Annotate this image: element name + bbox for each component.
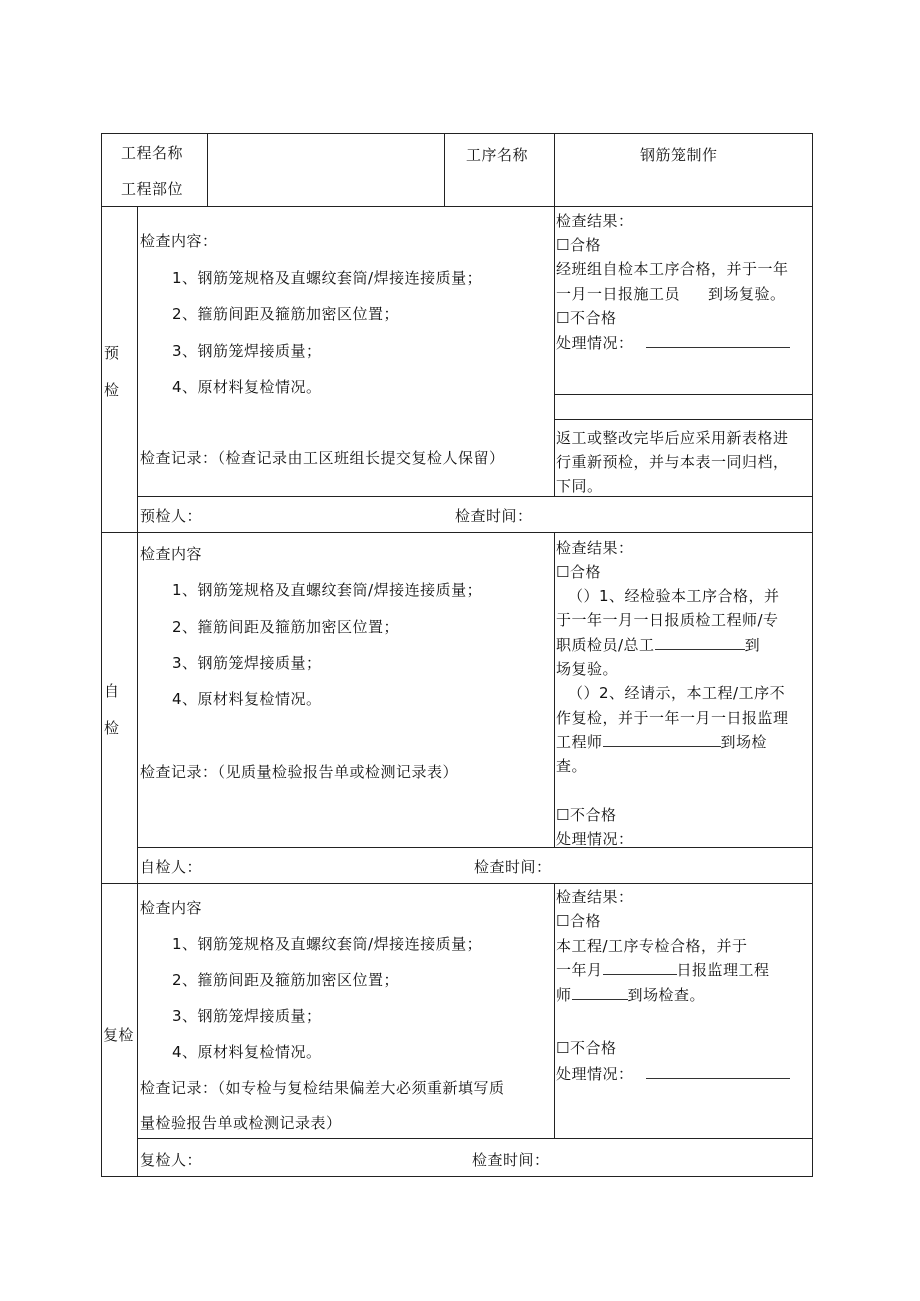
selfcheck-item-2: 2、箍筋间距及箍筋加密区位置； bbox=[172, 618, 400, 636]
pass-label: 合格 bbox=[569, 236, 601, 254]
header-divider-3 bbox=[554, 133, 555, 207]
precheck-time-label: 检查时间： bbox=[455, 507, 533, 525]
selfcheck-section-label-1: 自 bbox=[104, 682, 120, 700]
selfcheck-opt2-line-3b: 到场检 bbox=[720, 733, 768, 751]
pass-label: 合格 bbox=[569, 912, 601, 930]
table-border-bottom bbox=[101, 1176, 813, 1177]
precheck-pass-option[interactable] bbox=[556, 235, 601, 255]
header-bottom-line bbox=[101, 206, 813, 207]
selfcheck-bottom-line bbox=[101, 883, 813, 884]
precheck-result-title: 检查结果： bbox=[556, 212, 634, 230]
checkbox-icon[interactable]: ☐ bbox=[556, 806, 570, 824]
header-divider-1 bbox=[207, 133, 208, 207]
recheck-item-3: 3、钢筋笼焊接质量； bbox=[172, 1007, 322, 1025]
precheck-inspector-label: 预检人： bbox=[140, 507, 203, 525]
selfcheck-time-label: 检查时间： bbox=[474, 858, 552, 876]
recheck-time-label: 检查时间： bbox=[472, 1151, 550, 1169]
recheck-pass-text-3 bbox=[556, 985, 705, 1005]
fail-label: 不合格 bbox=[569, 1039, 617, 1057]
precheck-content-divider bbox=[554, 206, 555, 496]
recheck-record-1: 检查记录：（如专检与复检结果偏差大必须重新填写质 bbox=[140, 1079, 505, 1097]
pass-label: 合格 bbox=[569, 563, 601, 581]
recheck-pass-text-3a: 师 bbox=[556, 986, 572, 1004]
project-part-label: 工程部位 bbox=[121, 180, 184, 198]
selfcheck-fail-option[interactable] bbox=[556, 805, 616, 825]
recheck-pass-text-1: 本工程/工序专检合格，并于 bbox=[556, 937, 748, 955]
checkbox-icon[interactable]: ☐ bbox=[556, 563, 570, 581]
precheck-handling bbox=[556, 333, 790, 353]
handling-label: 处理情况： bbox=[556, 1065, 634, 1083]
selfcheck-pass-option[interactable] bbox=[556, 562, 601, 582]
recheck-inspector-label: 复检人： bbox=[140, 1151, 203, 1169]
selfcheck-opt2-line-3 bbox=[556, 732, 767, 752]
opt2-blank[interactable] bbox=[603, 732, 721, 747]
precheck-pass-text-2b: 到场复验。 bbox=[708, 285, 786, 303]
selfcheck-handling-label: 处理情况： bbox=[556, 830, 634, 848]
recheck-fail-option[interactable] bbox=[556, 1038, 616, 1058]
precheck-item-4: 4、原材料复检情况。 bbox=[172, 378, 322, 396]
label-column-divider bbox=[137, 206, 138, 1177]
checkbox-icon[interactable]: ☐ bbox=[556, 309, 570, 327]
selfcheck-opt1-line-4: 场复验。 bbox=[556, 660, 619, 678]
precheck-record: 检查记录：（检查记录由工区班组长提交复检人保留） bbox=[140, 449, 505, 467]
checkbox-icon[interactable]: ☐ bbox=[556, 1039, 570, 1057]
selfcheck-opt1-line-3a: 职质检员/总工 bbox=[556, 636, 655, 654]
recheck-blank-1[interactable] bbox=[603, 960, 677, 975]
precheck-pass-text-2 bbox=[556, 284, 786, 304]
selfcheck-opt1-line-3b: 到 bbox=[744, 636, 761, 654]
table-border-right bbox=[812, 133, 813, 1177]
recheck-inspector-line bbox=[137, 1138, 813, 1139]
precheck-item-1: 1、钢筋笼规格及直螺纹套筒/焊接连接质量； bbox=[172, 269, 483, 287]
checkbox-icon[interactable]: ☐ bbox=[556, 912, 570, 930]
selfcheck-opt2-line-1[interactable]: （）2、经请示，本工程/工序不 bbox=[568, 684, 786, 702]
selfcheck-item-4: 4、原材料复检情况。 bbox=[172, 690, 322, 708]
table-border-left bbox=[101, 133, 102, 1177]
recheck-blank-2[interactable] bbox=[572, 985, 628, 1000]
selfcheck-content-divider bbox=[554, 532, 555, 848]
selfcheck-item-3: 3、钢筋笼焊接质量； bbox=[172, 654, 322, 672]
selfcheck-item-1: 1、钢筋笼规格及直螺纹套筒/焊接连接质量； bbox=[172, 581, 483, 599]
recheck-content-title: 检查内容 bbox=[140, 899, 203, 917]
fail-label: 不合格 bbox=[569, 806, 617, 824]
selfcheck-record: 检查记录：（见质量检验报告单或检测记录表） bbox=[140, 763, 459, 781]
handling-blank[interactable] bbox=[646, 1064, 790, 1079]
precheck-pass-text-1: 经班组自检本工序合格，并于一年 bbox=[556, 260, 789, 278]
precheck-fail-option[interactable] bbox=[556, 308, 616, 328]
selfcheck-opt2-line-3a: 工程师 bbox=[556, 733, 603, 751]
fail-label: 不合格 bbox=[569, 309, 617, 327]
recheck-record-2: 量检验报告单或检测记录表） bbox=[140, 1114, 342, 1132]
checkbox-icon[interactable]: ☐ bbox=[556, 236, 570, 254]
precheck-section-label-2: 检 bbox=[104, 381, 120, 399]
recheck-handling bbox=[556, 1064, 790, 1084]
selfcheck-result-title: 检查结果： bbox=[556, 539, 634, 557]
recheck-pass-text-2 bbox=[556, 960, 770, 980]
header-divider-2 bbox=[444, 133, 445, 207]
precheck-item-3: 3、钢筋笼焊接质量； bbox=[172, 342, 322, 360]
recheck-content-divider bbox=[554, 883, 555, 1139]
recheck-item-4: 4、原材料复检情况。 bbox=[172, 1043, 322, 1061]
selfcheck-opt2-line-4: 查。 bbox=[556, 757, 588, 775]
project-name-label: 工程名称 bbox=[121, 144, 184, 162]
recheck-pass-option[interactable] bbox=[556, 911, 601, 931]
handling-label: 处理情况： bbox=[556, 334, 634, 352]
selfcheck-opt2-line-2: 作复检，并于一年一月一日报监理 bbox=[556, 709, 789, 727]
precheck-result-line-2 bbox=[554, 419, 813, 420]
handling-blank[interactable] bbox=[646, 333, 790, 348]
precheck-inspector-line bbox=[137, 496, 813, 497]
recheck-pass-text-2b: 日报监理工程 bbox=[676, 961, 770, 979]
selfcheck-content-title: 检查内容 bbox=[140, 545, 203, 563]
recheck-item-2: 2、箍筋间距及箍筋加密区位置； bbox=[172, 971, 400, 989]
selfcheck-section-label-2: 检 bbox=[104, 719, 120, 737]
recheck-item-1: 1、钢筋笼规格及直螺纹套筒/焊接连接质量； bbox=[172, 935, 483, 953]
precheck-note-3: 下同。 bbox=[556, 477, 603, 495]
opt1-blank[interactable] bbox=[655, 635, 745, 650]
selfcheck-inspector-line bbox=[137, 847, 813, 848]
recheck-pass-text-2a: 一年月 bbox=[556, 961, 603, 979]
process-name-label: 工序名称 bbox=[466, 146, 529, 164]
precheck-result-line-1 bbox=[554, 394, 813, 395]
precheck-note-2: 行重新预检，并与本表一同归档， bbox=[556, 453, 789, 471]
precheck-content-title: 检查内容： bbox=[140, 232, 218, 250]
recheck-section-label: 复检 bbox=[103, 1026, 135, 1044]
selfcheck-opt1-line-3 bbox=[556, 635, 760, 655]
selfcheck-opt1-line-1[interactable]: （）1、经检验本工序合格，并 bbox=[568, 587, 780, 605]
precheck-note-1: 返工或整改完毕后应采用新表格进 bbox=[556, 429, 789, 447]
recheck-result-title: 检查结果： bbox=[556, 888, 634, 906]
precheck-section-label-1: 预 bbox=[104, 344, 120, 362]
project-name-field[interactable] bbox=[210, 136, 440, 202]
precheck-bottom-line bbox=[101, 532, 813, 533]
process-name-value: 钢筋笼制作 bbox=[640, 146, 718, 164]
selfcheck-opt1-line-2: 于一年一月一日报质检工程师/专 bbox=[556, 611, 779, 629]
recheck-pass-text-3b: 到场检查。 bbox=[627, 986, 706, 1004]
precheck-item-2: 2、箍筋间距及箍筋加密区位置； bbox=[172, 305, 400, 323]
selfcheck-inspector-label: 自检人： bbox=[140, 858, 203, 876]
precheck-pass-text-2a: 一月一日报施工员 bbox=[556, 285, 681, 303]
